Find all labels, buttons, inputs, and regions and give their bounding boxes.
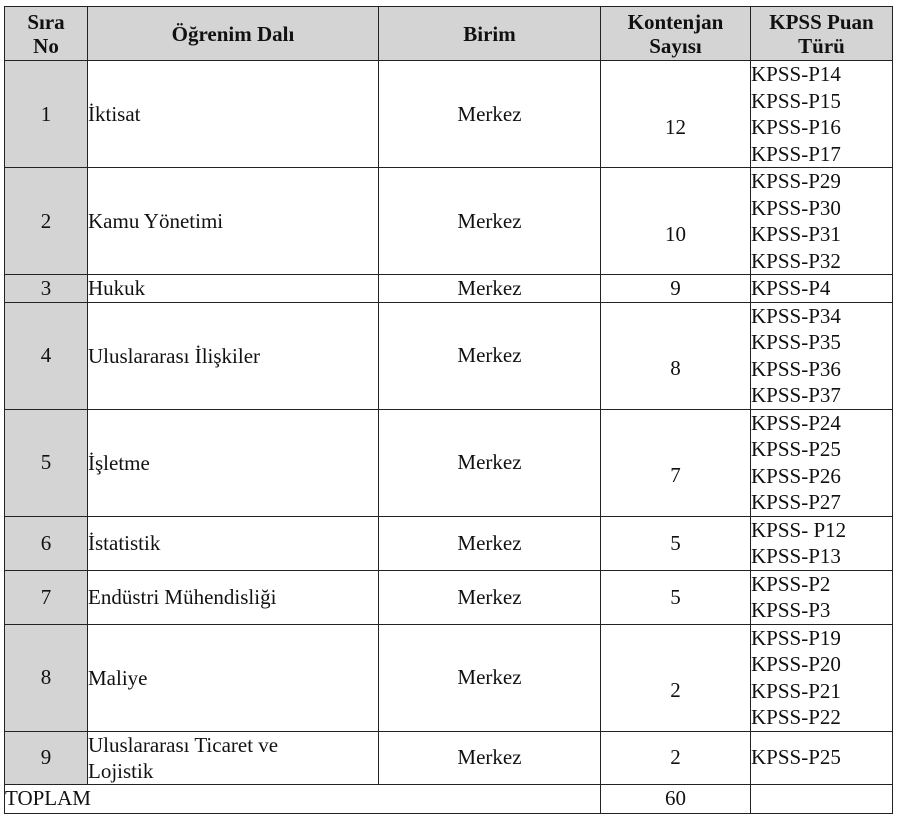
puan-turu-item: KPSS-P3 <box>751 598 831 622</box>
birim-cell: Merkez <box>379 302 601 409</box>
birim-cell: Merkez <box>379 624 601 731</box>
puan-turu-cell <box>751 570 893 624</box>
sira-no-cell: 1 <box>5 61 88 168</box>
puan-turu-item: KPSS-P26 <box>751 463 841 488</box>
ogrenim-dali-cell: Uluslararası Ticaret ve Lojistik <box>88 731 379 784</box>
table-row <box>5 168 893 275</box>
puan-turu-item: KPSS-P36 <box>751 356 841 381</box>
sira-no-cell: 6 <box>5 516 88 570</box>
birim-cell: Merkez <box>379 570 601 624</box>
sira-no-cell: 3 <box>5 275 88 303</box>
table-body <box>5 61 893 785</box>
table-row <box>5 275 893 303</box>
puan-turu-item: KPSS-P34 <box>751 303 841 328</box>
ogrenim-dali-cell: Uluslararası İlişkiler <box>88 302 379 409</box>
birim-cell: Merkez <box>379 516 601 570</box>
kontenjan-cell: 7 <box>601 409 751 516</box>
ogrenim-dali-cell: Kamu Yönetimi <box>88 168 379 275</box>
sira-no-cell: 7 <box>5 570 88 624</box>
puan-turu-item: KPSS-P25 <box>751 745 841 770</box>
puan-turu-item: KPSS-P2 <box>751 571 831 596</box>
sira-no-cell: 4 <box>5 302 88 409</box>
table-row <box>5 624 893 731</box>
puan-turu-item: KPSS-P22 <box>751 705 841 729</box>
puan-turu-item: KPSS-P13 <box>751 544 841 568</box>
total-value: 60 <box>601 784 751 813</box>
kontenjan-cell: 12 <box>601 61 751 168</box>
ogrenim-dali-cell: İstatistik <box>88 516 379 570</box>
sira-no-cell: 5 <box>5 409 88 516</box>
birim-cell: Merkez <box>379 61 601 168</box>
table-row <box>5 302 893 409</box>
sira-no-cell: 9 <box>5 731 88 784</box>
table-header <box>5 7 893 61</box>
puan-turu-item: KPSS-P24 <box>751 410 841 435</box>
birim-cell: Merkez <box>379 409 601 516</box>
total-empty-cell <box>751 784 893 813</box>
puan-turu-item: KPSS-P35 <box>751 330 841 354</box>
total-label: TOPLAM <box>5 784 601 813</box>
birim-cell: Merkez <box>379 731 601 784</box>
puan-turu-cell <box>751 168 893 275</box>
total-row <box>5 784 893 813</box>
puan-turu-item: KPSS-P4 <box>751 276 831 300</box>
ogrenim-dali-cell: İşletme <box>88 409 379 516</box>
puan-turu-item: KPSS-P21 <box>751 678 841 703</box>
kontenjan-cell: 10 <box>601 168 751 275</box>
kontenjan-cell: 5 <box>601 570 751 624</box>
puan-turu-item: KPSS-P29 <box>751 169 841 193</box>
puan-turu-item: KPSS-P32 <box>751 248 841 273</box>
header-kontenjan: Kontenjan Sayısı <box>601 7 751 61</box>
birim-cell: Merkez <box>379 168 601 275</box>
quota-table <box>4 6 893 814</box>
table-row <box>5 570 893 624</box>
puan-turu-item: KPSS-P20 <box>751 652 841 676</box>
puan-turu-item: KPSS-P30 <box>751 195 841 220</box>
kontenjan-cell: 5 <box>601 516 751 570</box>
puan-turu-cell <box>751 61 893 168</box>
puan-turu-item: KPSS-P16 <box>751 115 841 139</box>
puan-turu-cell <box>751 409 893 516</box>
header-puan-turu: KPSS Puan Türü <box>751 7 893 61</box>
puan-turu-cell <box>751 624 893 731</box>
table-row <box>5 61 893 168</box>
header-sira-no: Sıra No <box>5 7 88 61</box>
puan-turu-item: KPSS-P37 <box>751 383 841 407</box>
ogrenim-dali-cell: Hukuk <box>88 275 379 303</box>
header-ogrenim-dali: Öğrenim Dalı <box>88 7 379 61</box>
table-row <box>5 731 893 784</box>
kontenjan-cell: 2 <box>601 624 751 731</box>
kontenjan-cell: 9 <box>601 275 751 303</box>
table-row <box>5 516 893 570</box>
puan-turu-item: KPSS-P19 <box>751 625 841 650</box>
puan-turu-cell <box>751 731 893 784</box>
puan-turu-cell <box>751 275 893 303</box>
puan-turu-item: KPSS-P14 <box>751 62 841 86</box>
sira-no-cell: 2 <box>5 168 88 275</box>
header-birim: Birim <box>379 7 601 61</box>
table-row <box>5 409 893 516</box>
kontenjan-cell: 2 <box>601 731 751 784</box>
ogrenim-dali-cell: Endüstri Mühendisliği <box>88 570 379 624</box>
puan-turu-item: KPSS-P15 <box>751 88 841 113</box>
puan-turu-cell <box>751 302 893 409</box>
puan-turu-item: KPSS-P17 <box>751 141 841 166</box>
ogrenim-dali-cell: Maliye <box>88 624 379 731</box>
sira-no-cell: 8 <box>5 624 88 731</box>
kontenjan-cell: 8 <box>601 302 751 409</box>
puan-turu-item: KPSS-P25 <box>751 437 841 461</box>
puan-turu-item: KPSS-P27 <box>751 490 841 514</box>
puan-turu-cell <box>751 516 893 570</box>
ogrenim-dali-cell: İktisat <box>88 61 379 168</box>
puan-turu-item: KPSS- P12 <box>751 517 847 542</box>
birim-cell: Merkez <box>379 275 601 303</box>
puan-turu-item: KPSS-P31 <box>751 222 841 246</box>
